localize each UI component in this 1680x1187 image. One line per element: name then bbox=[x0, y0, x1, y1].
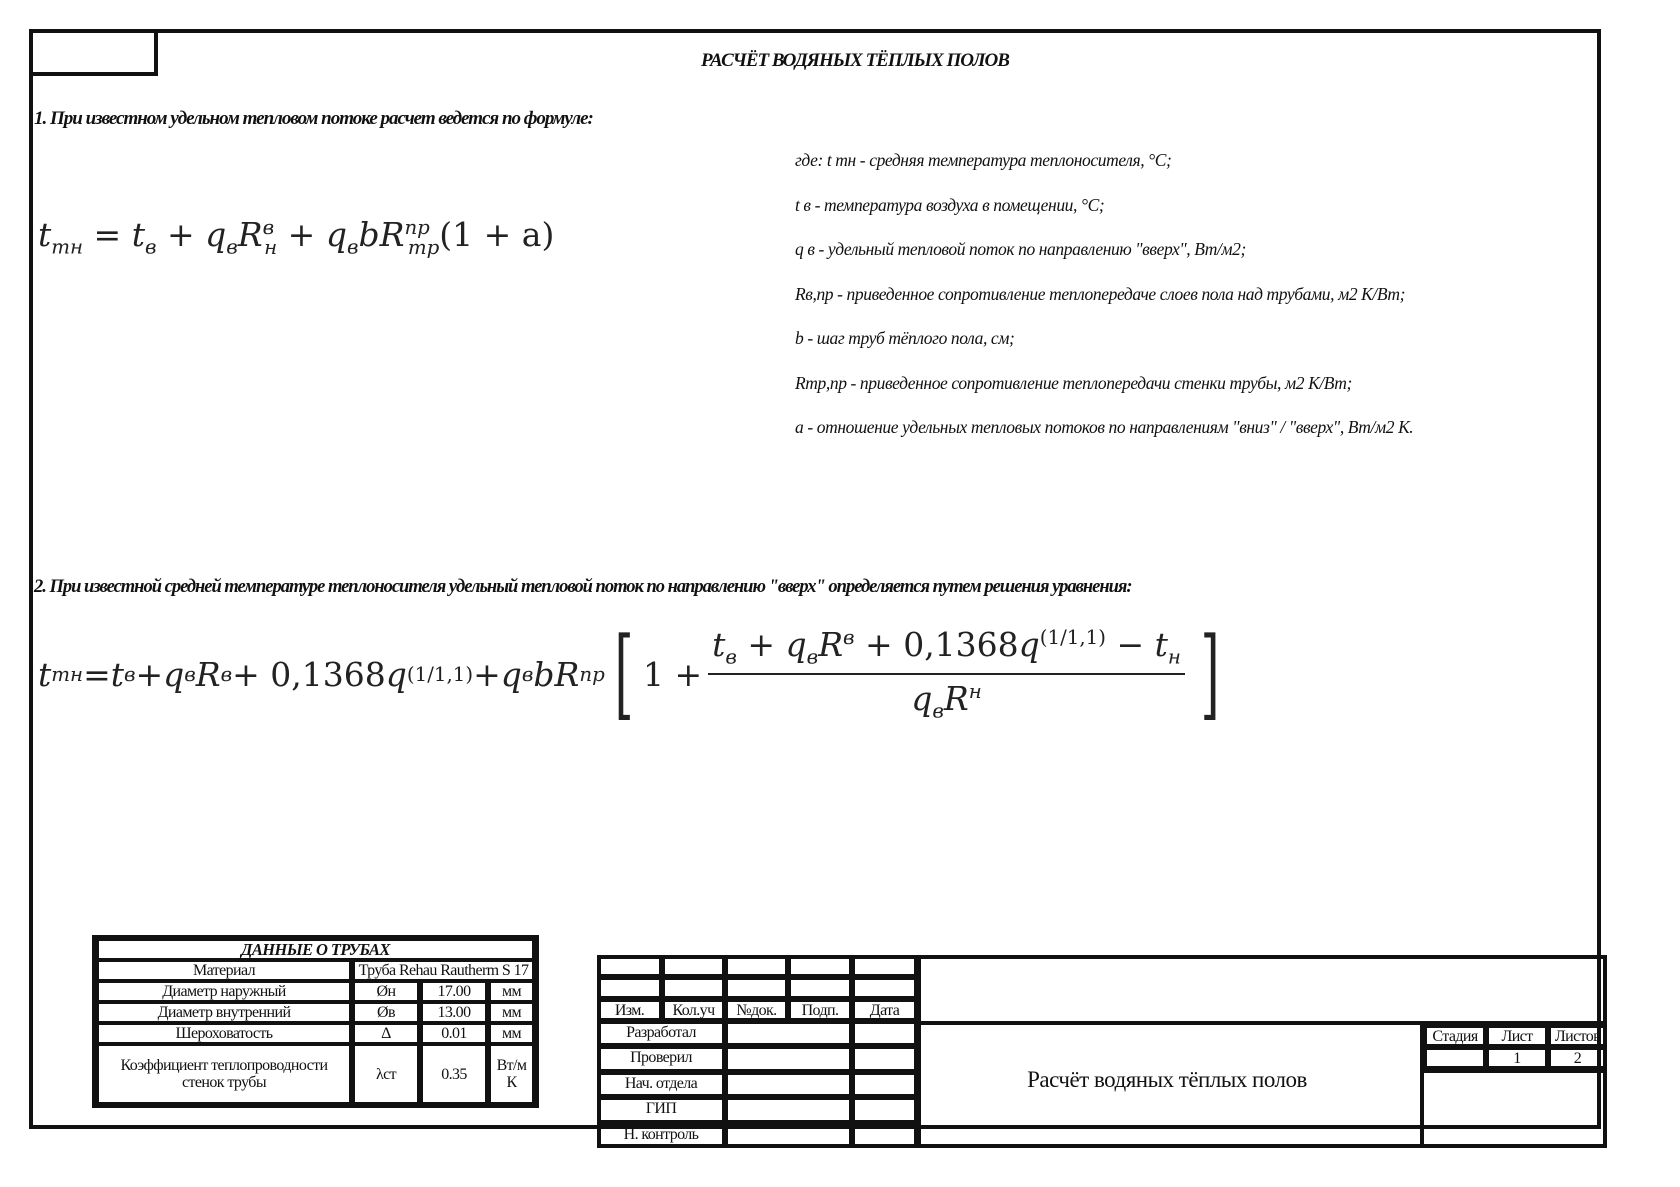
stamp-signature-cell bbox=[725, 1021, 852, 1046]
stamp-role-label: Нач. отдела bbox=[597, 1072, 725, 1097]
stamp-date-cell bbox=[852, 1021, 917, 1046]
document-title: РАСЧЁТ ВОДЯНЫХ ТЁПЛЫХ ПОЛОВ bbox=[701, 50, 1009, 71]
stage-label: Стадия bbox=[1424, 1025, 1486, 1047]
row-value: 13.00 bbox=[420, 1002, 488, 1023]
section-1-heading: 1. При известном удельном тепловом потоке расчет ведется по формуле: bbox=[34, 108, 593, 129]
stamp-revision-cell bbox=[788, 955, 852, 977]
row-value: 0.01 bbox=[420, 1023, 488, 1044]
sheet-label: Лист bbox=[1486, 1025, 1548, 1047]
row-label: Коэффициент теплопроводности стенок трубы bbox=[96, 1044, 352, 1104]
row-label: Диаметр наружный bbox=[96, 981, 352, 1002]
fraction-denominator: $q_вR^н$ bbox=[911, 679, 982, 723]
definition-item: Rв,пр - приведенное сопротивление теплопередаче слоев пола над трубами, м2 К/Вт; bbox=[795, 283, 1406, 304]
row-unit: Вт/м К bbox=[488, 1044, 535, 1104]
definition-item: q в - удельный тепловой поток по направлению "вверх", Вт/м2; bbox=[795, 239, 1246, 259]
row-unit: мм bbox=[488, 981, 535, 1002]
stamp-column-header: Кол.уч bbox=[662, 999, 725, 1021]
stamp-signature-cell bbox=[725, 1123, 852, 1148]
row-symbol: Δ bbox=[352, 1023, 420, 1044]
right-bracket: ] bbox=[1200, 617, 1220, 731]
definition-item: a - отношение удельных тепловых потоков по направлениям "вниз" / "вверх", Вт/м2 К. bbox=[795, 417, 1414, 437]
definition-item: Rтр,пр - приведенное сопротивление теплопередачи стенки трубы, м2 К/Вт; bbox=[795, 372, 1352, 393]
stamp-signature-cell bbox=[725, 1046, 852, 1071]
stamp-revision-cell bbox=[597, 977, 662, 999]
fraction-numerator: $t_в + q_вR^в + 0,1368q^{(1/1,1)} - t_н$ bbox=[708, 625, 1185, 675]
table-row bbox=[96, 1023, 535, 1044]
row-symbol: Øв bbox=[352, 1002, 420, 1023]
stamp-column-header: Дата bbox=[852, 999, 917, 1021]
definition-item: где: t тн - средняя температура теплоносителя, °С; bbox=[795, 150, 1172, 170]
row-label: Шероховатость bbox=[96, 1023, 352, 1044]
stamp-role-label: Н. контроль bbox=[597, 1123, 725, 1148]
sheets-value: 2 bbox=[1548, 1047, 1607, 1069]
stamp-revision-cell bbox=[725, 977, 788, 999]
definitions-list bbox=[795, 150, 1413, 462]
stamp-date-cell bbox=[852, 1046, 917, 1071]
sheet-info-divider bbox=[1424, 1069, 1607, 1073]
formula-2: t тн = t в + q в R в + 0,1368 q (1/1,1) + q в b R пр [ 1 + $\frac{t_в + q_вR^в + 0,1368q^{(1/1,1)} - t_н}{q_вR^н}$ ] bbox=[38, 617, 1220, 731]
section-2-heading: 2. При известной средней температуре теплоносителя удельный тепловой поток по направлению "вверх" определяется путем решения уравнения: bbox=[34, 577, 1132, 597]
stamp-signature-cell bbox=[725, 1097, 852, 1122]
stamp-date-cell bbox=[852, 1123, 917, 1148]
stamp-column-header: Изм. bbox=[597, 999, 662, 1021]
sheets-label: Листов bbox=[1548, 1025, 1607, 1047]
stamp-role-label: Разработал bbox=[597, 1021, 725, 1046]
title-block-title: Расчёт водяных тёплых полов bbox=[1027, 1067, 1307, 1092]
table-row bbox=[96, 981, 535, 1002]
row-value: 0.35 bbox=[420, 1044, 488, 1104]
stamp-revision-cell bbox=[852, 955, 917, 977]
stamp-role-label: ГИП bbox=[597, 1097, 725, 1122]
formula-1: $t_{тн} = t_в + q_вR^в_н + q_вbR^{пр}_{тр}(1 + a)$ bbox=[38, 215, 555, 259]
stamp-revision-cell bbox=[597, 955, 662, 977]
stamp-revision-cell bbox=[662, 977, 725, 999]
material-label: Материал bbox=[96, 960, 352, 981]
stamp-date-cell bbox=[852, 1097, 917, 1122]
row-symbol: Øн bbox=[352, 981, 420, 1002]
fraction bbox=[708, 625, 1185, 722]
stamp-revision-cell bbox=[852, 977, 917, 999]
definition-item: t в - температура воздуха в помещении, °С; bbox=[795, 194, 1105, 215]
definition-item: b - шаг труб тёплого пола, см; bbox=[795, 328, 1015, 348]
stamp-revision-cell bbox=[788, 977, 852, 999]
sheet-value: 1 bbox=[1486, 1047, 1548, 1069]
stage-value bbox=[1424, 1047, 1486, 1069]
table-row bbox=[96, 960, 535, 981]
row-unit: мм bbox=[488, 1002, 535, 1023]
row-unit: мм bbox=[488, 1023, 535, 1044]
stamp-role-label: Проверил bbox=[597, 1046, 725, 1071]
stamp-date-cell bbox=[852, 1072, 917, 1097]
stamp-column-header: №док. bbox=[725, 999, 788, 1021]
sheet-info bbox=[1420, 1021, 1607, 1148]
title-block bbox=[597, 955, 1607, 1148]
stamp-signature-cell bbox=[725, 1072, 852, 1097]
stamp-revision-cell bbox=[662, 955, 725, 977]
left-bracket: [ bbox=[614, 617, 634, 731]
row-label: Диаметр внутренний bbox=[96, 1002, 352, 1023]
table-row bbox=[96, 1002, 535, 1023]
table-row bbox=[96, 1044, 535, 1104]
row-value: 17.00 bbox=[420, 981, 488, 1002]
stamp-revision-cell bbox=[725, 955, 788, 977]
stamp-column-header: Подп. bbox=[788, 999, 852, 1021]
title-block-upper-field bbox=[917, 955, 1607, 1025]
material-value: Труба Rehau Rautherm S 17 bbox=[352, 960, 535, 981]
row-symbol: λст bbox=[352, 1044, 420, 1104]
pipe-table-header: ДАННЫЕ О ТРУБАХ bbox=[96, 939, 535, 960]
pipe-data-table bbox=[92, 935, 539, 1108]
